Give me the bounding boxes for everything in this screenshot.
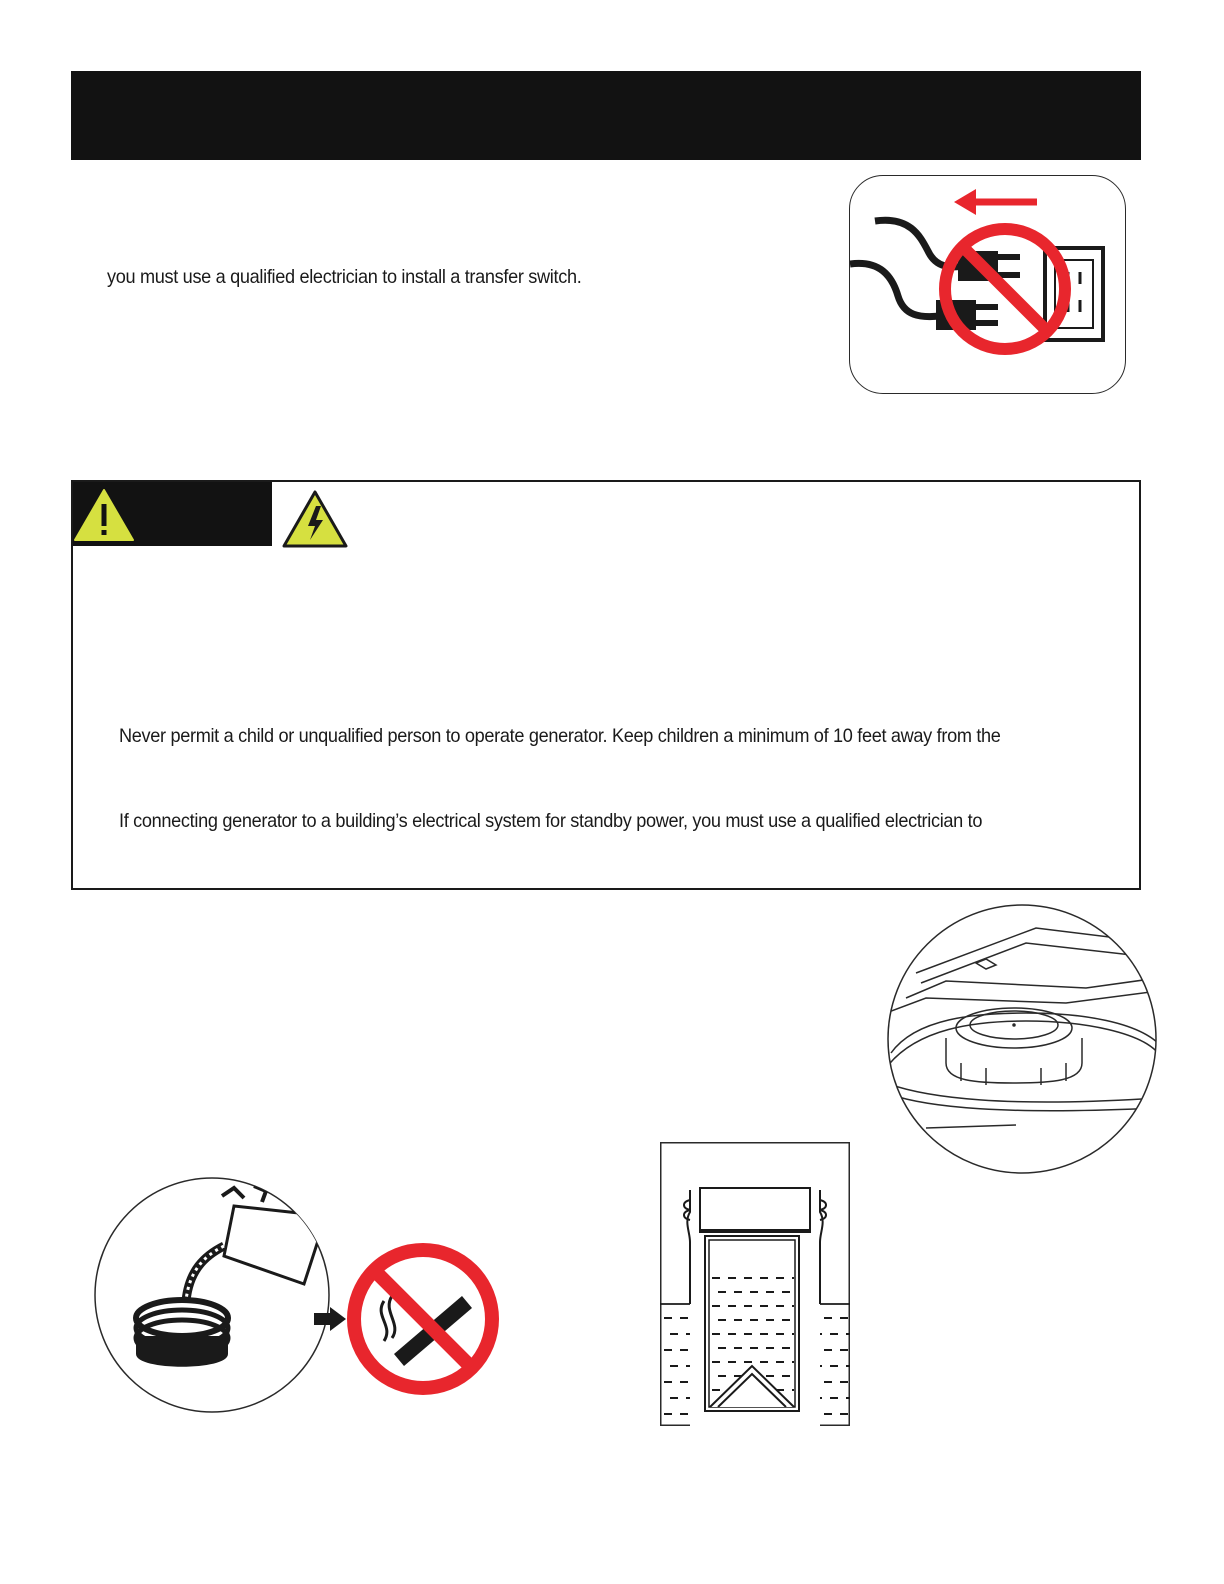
warning-label	[73, 482, 272, 546]
electric-shock-hazard-icon	[280, 488, 350, 550]
warning-text-line-children: Never permit a child or unqualified person to operate generator. Keep children a minimum of 10 feet away from the	[119, 725, 1001, 747]
fuel-cap-figure	[886, 903, 1158, 1175]
warning-text-line-transfer-switch: If connecting generator to a building’s electrical system for standby power, you must use a qualified electrician to	[119, 810, 983, 832]
intro-text-line: you must use a qualified electrician to install a transfer switch.	[107, 266, 582, 288]
section-header-bar	[71, 71, 1141, 160]
no-plug-into-outlet-icon	[849, 175, 1126, 394]
warning-box	[71, 480, 1141, 890]
refuel-no-smoking-figure	[94, 1176, 504, 1416]
exclamation-warning-icon	[73, 482, 143, 546]
no-smoking-icon	[354, 1250, 492, 1388]
fuel-level-cross-section-figure	[660, 1142, 850, 1426]
